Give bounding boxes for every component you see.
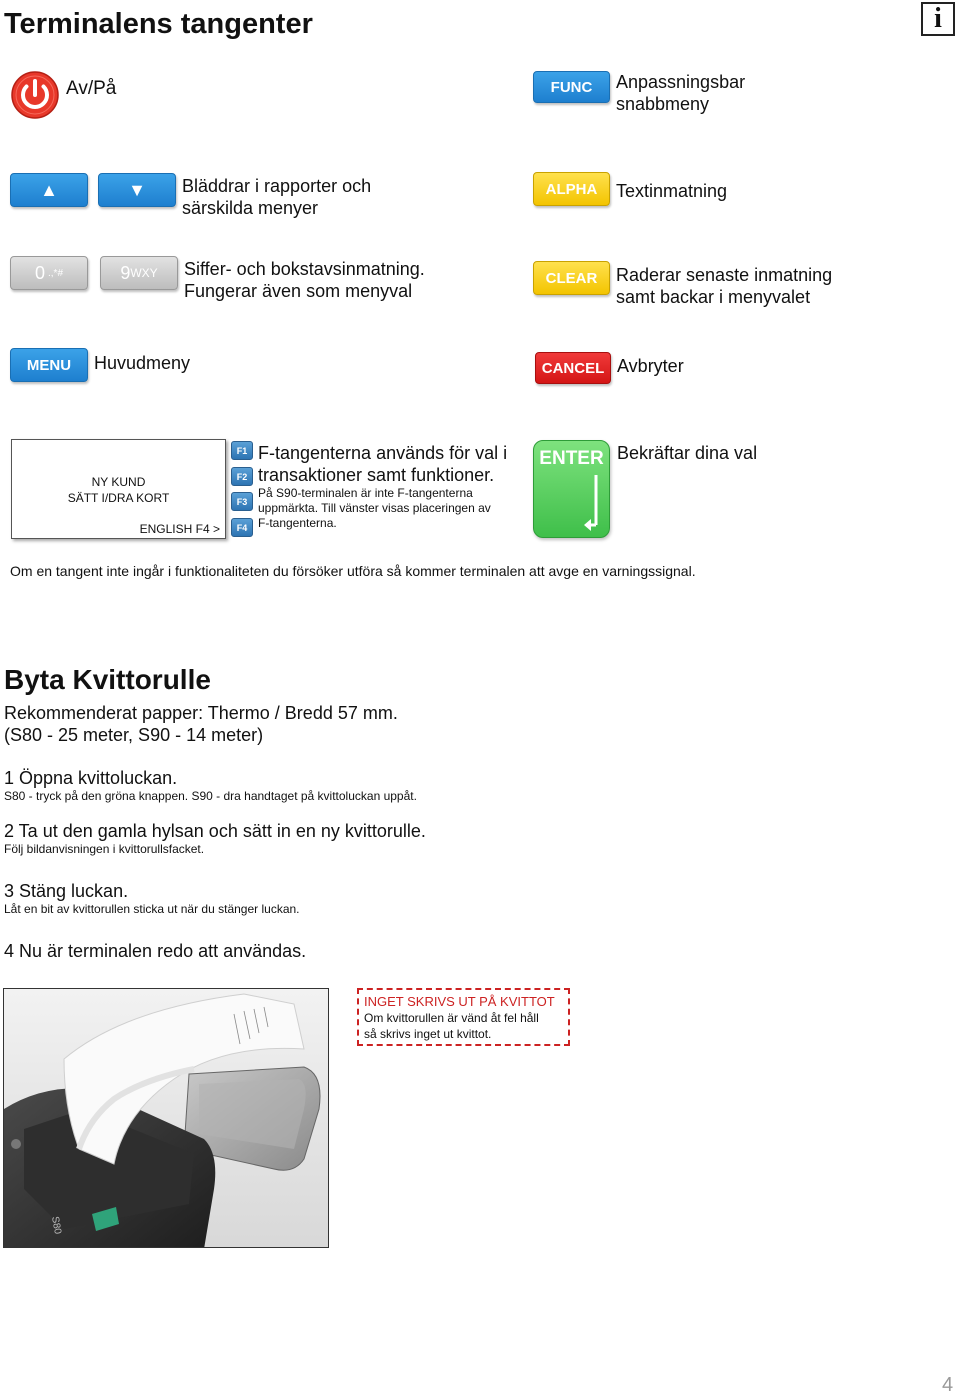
clear-label-line1: Raderar senaste inmatning [616,265,833,285]
arrow-down-key: ▼ [98,173,176,207]
f2-key: F2 [231,467,253,486]
func-label [616,71,745,115]
fkeys-main-line1: F-tangenterna används för val i [258,443,508,463]
page-number: 4 [942,1374,954,1396]
fkeys-main-line2: transaktioner samt funktioner. [258,465,495,485]
enter-label: Bekräftar dina val [617,443,758,463]
cancel-key: CANCEL [535,352,611,384]
step-3-heading: 3 Stäng luckan. [4,881,129,901]
arrows-label [182,175,371,219]
f4-key: F4 [231,518,253,537]
f1-key: F1 [231,441,253,460]
fkeys-description [258,442,507,486]
menu-key: MENU [10,348,88,382]
zero-key-sub: .,*# [48,267,64,279]
zero-key-main: 0 [34,262,45,283]
fkeys-note-line1: På S90-terminalen är inte F-tangenterna [258,486,473,500]
menu-label: Huvudmeny [94,353,191,373]
enter-arrow-icon [534,473,611,533]
power-icon [10,70,60,120]
paper-spec-line1: Rekommenderat papper: Thermo / Bredd 57 mm. [4,703,398,723]
digits-label-line1: Siffer- och bokstavsinmatning. [184,259,425,279]
arrow-up-key: ▲ [10,173,88,207]
nine-key-main: 9 [120,262,131,283]
power-label: Av/På [66,78,117,99]
nine-key [100,256,178,290]
func-key: FUNC [533,71,610,103]
enter-key-label: ENTER [539,448,604,469]
receipt-section-title: Byta Kvittorulle [4,664,211,695]
step-2-detail: Följ bildanvisningen i kvittorullsfacket. [4,842,205,856]
terminal-screen [11,439,226,539]
clear-label-line2: samt backar i menyvalet [616,287,811,307]
fkeys-note [258,486,491,531]
fkeys-note-line3: F-tangenterna. [258,516,337,530]
alpha-key: ALPHA [533,172,610,206]
terminal-receipt-photo [3,988,329,1248]
alpha-label: Textinmatning [616,181,728,201]
digits-label-line2: Fungerar även som menyval [184,281,413,301]
paper-spec [4,702,398,746]
arrows-label-line2: särskilda menyer [182,198,319,218]
fkeys-note-line2: uppmärkta. Till vänster visas placeringen av [258,501,491,515]
screen-line1: NY KUND [91,475,146,489]
callout-title: INGET SKRIVS UT PÅ KVITTOT [364,994,555,1009]
step-3-detail: Låt en bit av kvittorullen sticka ut när du stänger luckan. [4,902,300,916]
step-1-detail: S80 - tryck på den gröna knappen. S90 - dra handtaget på kvittoluckan uppåt. [4,789,417,803]
callout-line2: så skrivs inget ut kvittot. [364,1027,492,1041]
cancel-label: Avbryter [617,356,684,376]
zero-key [10,256,88,290]
step-2-heading: 2 Ta ut den gamla hylsan och sätt in en ny kvittorulle. [4,821,426,841]
nine-key-sub: WXY [130,266,158,280]
clear-key: CLEAR [533,261,610,295]
step-4-heading: 4 Nu är terminalen redo att användas. [4,941,307,961]
func-label-line1: Anpassningsbar [616,72,746,92]
clear-label [616,264,832,308]
receipt-callout [357,988,570,1046]
enter-key [533,440,610,538]
digits-label [184,258,425,302]
page-title: Terminalens tangenter [4,8,313,40]
arrows-label-line1: Bläddrar i rapporter och [182,176,372,196]
paper-spec-line2: (S80 - 25 meter, S90 - 14 meter) [4,725,264,745]
warning-signal-note: Om en tangent inte ingår i funktionaliteten du försöker utföra så kommer terminalen att avge en varningssignal. [10,563,696,579]
func-label-line2: snabbmeny [616,94,710,114]
photo-model-label: S80 [49,1215,63,1236]
screen-line3: ENGLISH F4 > [139,522,220,536]
f3-key: F3 [231,492,253,511]
step-1-heading: 1 Öppna kvittoluckan. [4,768,178,788]
screen-line2: SÄTT I/DRA KORT [67,491,170,505]
info-icon: i [921,2,955,36]
callout-line1: Om kvittorullen är vänd åt fel håll [364,1011,539,1025]
